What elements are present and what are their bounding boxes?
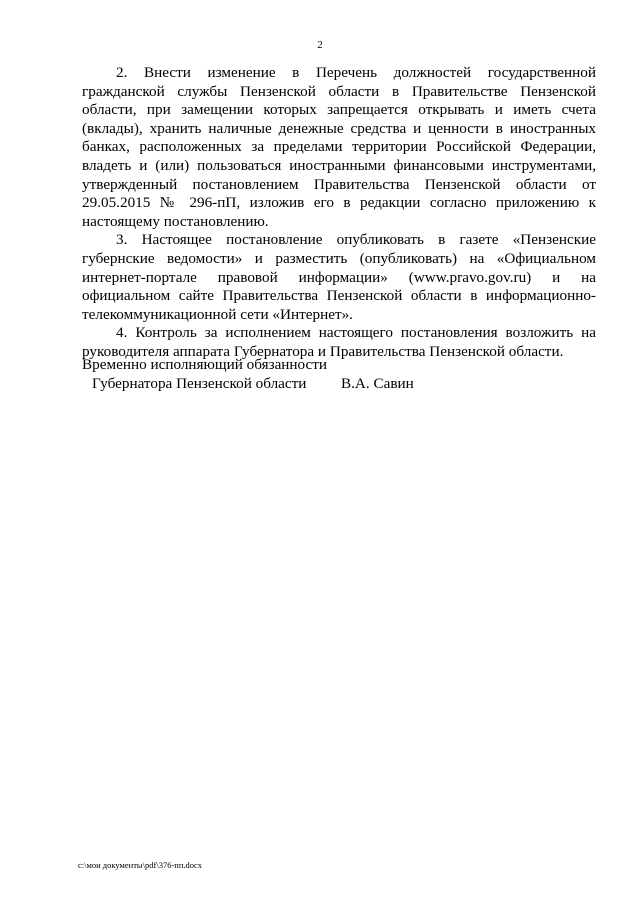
document-body [82,64,596,362]
paragraph-item-4: 4. Контроль за исполнением настоящего постановления возложить на руководителя аппарата Губернатора и Правительства Пензенской области. [82,324,596,360]
footer-file-path: c:\мои документы\pdf\376-пп.docx [78,860,203,870]
paragraph-item-3: 3. Настоящее постановление опубликовать в газете «Пензенские губернские ведомости» и разместить (опубликовать) на «Официальном интернет-портале правовой информации» (www.pravo.gov.ru) и на официальном сайте Правительства Пензенской области в информационно-телекоммуникационной сети «Интернет». [82,231,596,323]
signatory-name: В.А. Савин [341,374,414,392]
signatory-position-line1: Временно исполняющий обязанности [82,356,328,373]
paragraph-item-2: 2. Внести изменение в Перечень должностей государственной гражданской службы Пензенской области в Правительстве Пензенской области, при замещении которых запрещается открывать и иметь счета (вклады), хранить наличные денежные средства и ценности в иностранных банках, расположенных за пределами территории Российской Федерации, владеть и (или) пользоваться иностранными финансовыми инструментами, утвержденный постановлением Правительства Пензенской области от 29.05.2015 № 296-пП, изложив его в редакции согласно приложению к настоящему постановлению. [82,64,596,230]
signatory-position-line2-row [82,375,442,394]
signature-block [82,356,442,393]
signatory-position-line2: Губернатора Пензенской области [92,374,307,392]
page-number: 2 [317,39,323,51]
